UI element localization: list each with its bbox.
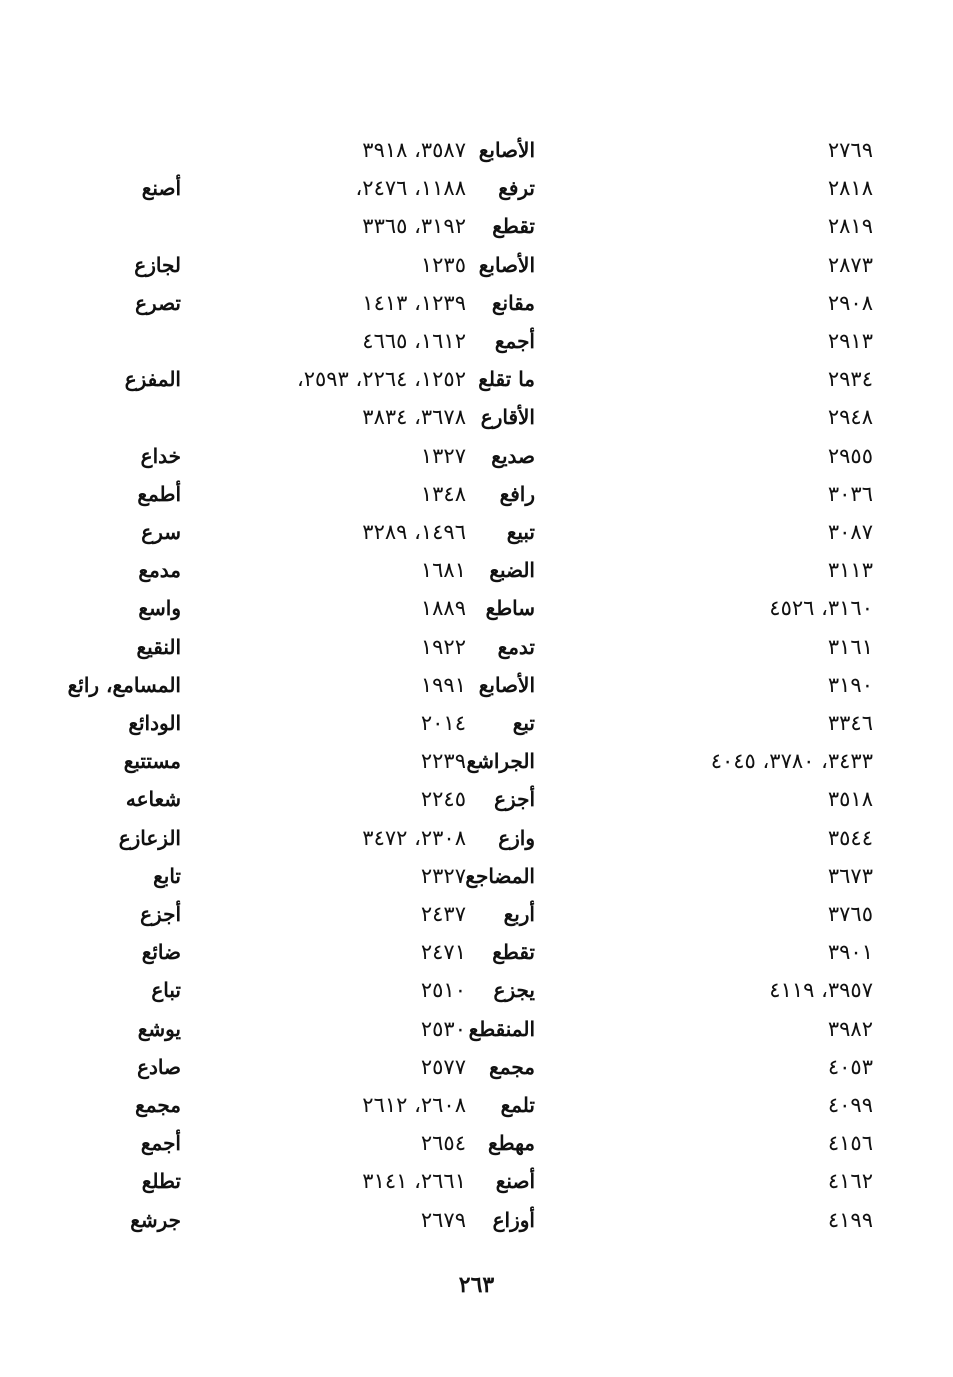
- index-verse-numbers: ٢٤٧١: [420, 940, 466, 965]
- index-word: مجمع: [135, 1093, 181, 1117]
- index-verse-numbers: ٣٣٤٦: [827, 711, 873, 735]
- index-row: [0, 437, 953, 475]
- index-verse-numbers: ٣١٦١: [827, 634, 873, 659]
- index-word: الأصابع: [478, 138, 535, 162]
- index-verse-numbers: ١٢٣٥: [420, 252, 466, 277]
- index-word: يجزع: [493, 978, 535, 1003]
- index-row: [0, 1010, 953, 1048]
- index-verse-numbers: ٣٤٣٣، ٣٧٨٠، ٤٠٤٥: [710, 749, 873, 774]
- index-word: تقطع: [492, 214, 535, 239]
- index-verse-numbers: ١٦١٢، ٤٦٦٥: [362, 329, 466, 353]
- index-row: [0, 398, 953, 436]
- index-verse-numbers: ٤١٥٦: [827, 1131, 873, 1156]
- index-verse-numbers: ٣٩٥٧، ٤١١٩: [769, 978, 873, 1003]
- index-verse-numbers: ٢٩٥٥: [827, 443, 873, 468]
- index-verse-numbers: ٣١٩٢، ٣٣٦٥: [362, 214, 466, 239]
- index-verse-numbers: ٢٣٠٨، ٣٤٧٢: [362, 825, 466, 850]
- index-word: يوشع: [137, 1016, 181, 1041]
- index-verse-numbers: ٢٦٧٩: [420, 1207, 466, 1232]
- index-verse-numbers: ٣٦٧٨، ٣٨٣٤: [362, 405, 466, 430]
- index-verse-numbers: ٣٥١٨: [827, 787, 873, 812]
- index-word: تقطع: [492, 940, 535, 965]
- index-word: الضبع: [489, 558, 535, 583]
- index-word: الأصابع: [478, 252, 535, 277]
- index-word: الزعازع: [118, 825, 181, 850]
- index-row: [0, 284, 953, 322]
- index-row: [0, 360, 953, 398]
- index-word: سرع: [141, 520, 181, 544]
- index-word: النقيع: [136, 634, 181, 659]
- index-word: أوزاع: [492, 1207, 535, 1232]
- index-word: صادع: [137, 1054, 181, 1079]
- index-word: الودائع: [128, 711, 181, 735]
- index-word: ما تقلع: [478, 367, 535, 392]
- index-word: تباع: [151, 978, 181, 1003]
- index-verse-numbers: ١٣٢٧: [420, 443, 466, 468]
- page-number: ٢٦٣: [458, 1272, 495, 1298]
- index-row: [0, 131, 953, 169]
- index-verse-numbers: ٢٩٤٨: [827, 405, 873, 430]
- index-verse-numbers: ١٢٣٩، ١٤١٣: [362, 290, 466, 315]
- index-row: [0, 704, 953, 742]
- index-word: أجزع: [494, 787, 535, 812]
- index-verse-numbers: ١٢٥٢، ٢٢٦٤، ٢٥٩٣،: [296, 367, 466, 392]
- index-word: مهطع: [488, 1131, 535, 1156]
- index-verse-numbers: ٤٠٥٣: [827, 1054, 873, 1079]
- index-row: [0, 628, 953, 666]
- index-verse-numbers: ٢٦٠٨، ٢٦١٢: [362, 1093, 466, 1117]
- index-verse-numbers: ٣٦٧٣: [827, 863, 873, 888]
- index-word: خداع: [140, 443, 181, 468]
- index-word: مقانع: [491, 290, 535, 315]
- index-verse-numbers: ٣١١٣: [827, 558, 873, 583]
- index-word: وازع: [498, 825, 535, 850]
- index-word: تصرع: [135, 290, 181, 315]
- index-word: أجمع: [494, 329, 535, 353]
- index-row: [0, 666, 953, 704]
- index-word: جرشع: [130, 1207, 181, 1232]
- index-word: أجمع: [140, 1131, 181, 1156]
- index-word: أصنع: [141, 176, 181, 201]
- index-verse-numbers: ٢٦٦١، ٣١٤١: [362, 1169, 466, 1194]
- index-row: [0, 1201, 953, 1239]
- index-row: [0, 742, 953, 780]
- index-verse-numbers: ٤٠٩٩: [827, 1093, 873, 1117]
- index-word: أربع: [503, 902, 535, 926]
- index-verse-numbers: ١١٨٨، ٢٤٧٦،: [355, 176, 466, 201]
- index-word: المضاجع: [465, 863, 535, 888]
- index-word: تطلع: [141, 1169, 181, 1194]
- index-verse-numbers: ١٩٩١: [420, 672, 466, 697]
- index-row: [0, 895, 953, 933]
- index-verse-numbers: ٣١٩٠: [827, 672, 873, 697]
- index-verse-numbers: ٢٧٦٩: [827, 138, 873, 162]
- index-row: [0, 780, 953, 818]
- index-verse-numbers: ٢٨١٩: [827, 214, 873, 239]
- index-row: [0, 207, 953, 245]
- index-row: [0, 322, 953, 360]
- index-verse-numbers: ٢٢٤٥: [420, 787, 466, 812]
- index-word: مستتبع: [123, 749, 181, 774]
- index-verse-numbers: ٢٥١٠: [420, 978, 466, 1003]
- index-row: [0, 551, 953, 589]
- index-word: المفزع: [124, 367, 181, 392]
- index-verse-numbers: ٢٥٣٠: [420, 1016, 466, 1041]
- index-word: ترفع: [498, 176, 535, 201]
- index-verse-numbers: ٢٣٢٧: [420, 863, 466, 888]
- index-word: صديع: [491, 443, 535, 468]
- index-row: [0, 169, 953, 207]
- index-verse-numbers: ١٣٤٨: [420, 481, 466, 506]
- index-row: [0, 589, 953, 627]
- index-word: شعاعه: [125, 787, 181, 812]
- index-row: [0, 819, 953, 857]
- index-verse-numbers: ١٤٩٦، ٣٢٨٩: [362, 520, 466, 544]
- index-verse-numbers: ١٨٨٩: [420, 596, 466, 621]
- index-word: مجمع: [489, 1054, 535, 1079]
- index-verse-numbers: ٢٥٧٧: [420, 1054, 466, 1079]
- index-row: [0, 1124, 953, 1162]
- index-word: تبع: [512, 711, 535, 735]
- index-word: لجازع: [134, 252, 181, 277]
- index-verse-numbers: ٢٤٣٧: [420, 902, 466, 926]
- index-verse-numbers: ٣٩٨٢: [827, 1016, 873, 1041]
- index-verse-numbers: ٣١٦٠، ٤٥٢٦: [769, 596, 873, 621]
- index-verse-numbers: ٢٩٣٤: [827, 367, 873, 392]
- index-verse-numbers: ٣٥٨٧، ٣٩١٨: [362, 138, 466, 162]
- index-word: ضائع: [141, 940, 181, 965]
- index-verse-numbers: ٤١٩٩: [827, 1207, 873, 1232]
- index-verse-numbers: ٢٠١٤: [420, 711, 466, 735]
- index-row: [0, 1162, 953, 1200]
- index-row: [0, 1086, 953, 1124]
- index-row: [0, 933, 953, 971]
- index-word: أطمع: [137, 481, 181, 506]
- index-verse-numbers: ١٦٨١: [420, 558, 466, 583]
- index-row: [0, 246, 953, 284]
- index-verse-numbers: ٢٩٠٨: [827, 290, 873, 315]
- index-verse-numbers: ٢٨١٨: [827, 176, 873, 201]
- index-row: [0, 513, 953, 551]
- index-verse-numbers: ١٩٢٢: [420, 634, 466, 659]
- index-row: [0, 475, 953, 513]
- index-row: [0, 857, 953, 895]
- index-verse-numbers: ٢٢٣٩: [420, 749, 466, 774]
- index-word: تابع: [153, 863, 181, 888]
- index-verse-numbers: ٣٥٤٤: [827, 825, 873, 850]
- index-verse-numbers: ٣٧٦٥: [827, 902, 873, 926]
- index-word: الأصابع: [478, 672, 535, 697]
- index-word: تلمع: [500, 1093, 535, 1117]
- index-word: واسع: [138, 596, 181, 621]
- index-word: رافع: [499, 481, 535, 506]
- index-verse-numbers: ٤١٦٢: [827, 1169, 873, 1194]
- index-verse-numbers: ٢٩١٣: [827, 329, 873, 353]
- index-verse-numbers: ٣٠٨٧: [827, 520, 873, 544]
- index-word: أصنع: [495, 1169, 535, 1194]
- index-row: [0, 1048, 953, 1086]
- index-word: أجزع: [140, 902, 181, 926]
- index-word: المسامع، رائع: [67, 672, 181, 697]
- index-verse-numbers: ٣٠٣٦: [827, 481, 873, 506]
- index-word: تدمع: [497, 634, 535, 659]
- index-verse-numbers: ٢٨٧٣: [827, 252, 873, 277]
- index-word: مدمع: [138, 558, 181, 583]
- index-verse-numbers: ٣٩٠١: [827, 940, 873, 965]
- index-word: ساطع: [485, 596, 535, 621]
- index-word: تبيع: [506, 520, 535, 544]
- index-word: الأقارع: [480, 405, 535, 430]
- index-word: المنقطع: [468, 1016, 535, 1041]
- index-verse-numbers: ٢٦٥٤: [420, 1131, 466, 1156]
- index-word: الجراشع: [466, 749, 535, 774]
- index-row: [0, 971, 953, 1009]
